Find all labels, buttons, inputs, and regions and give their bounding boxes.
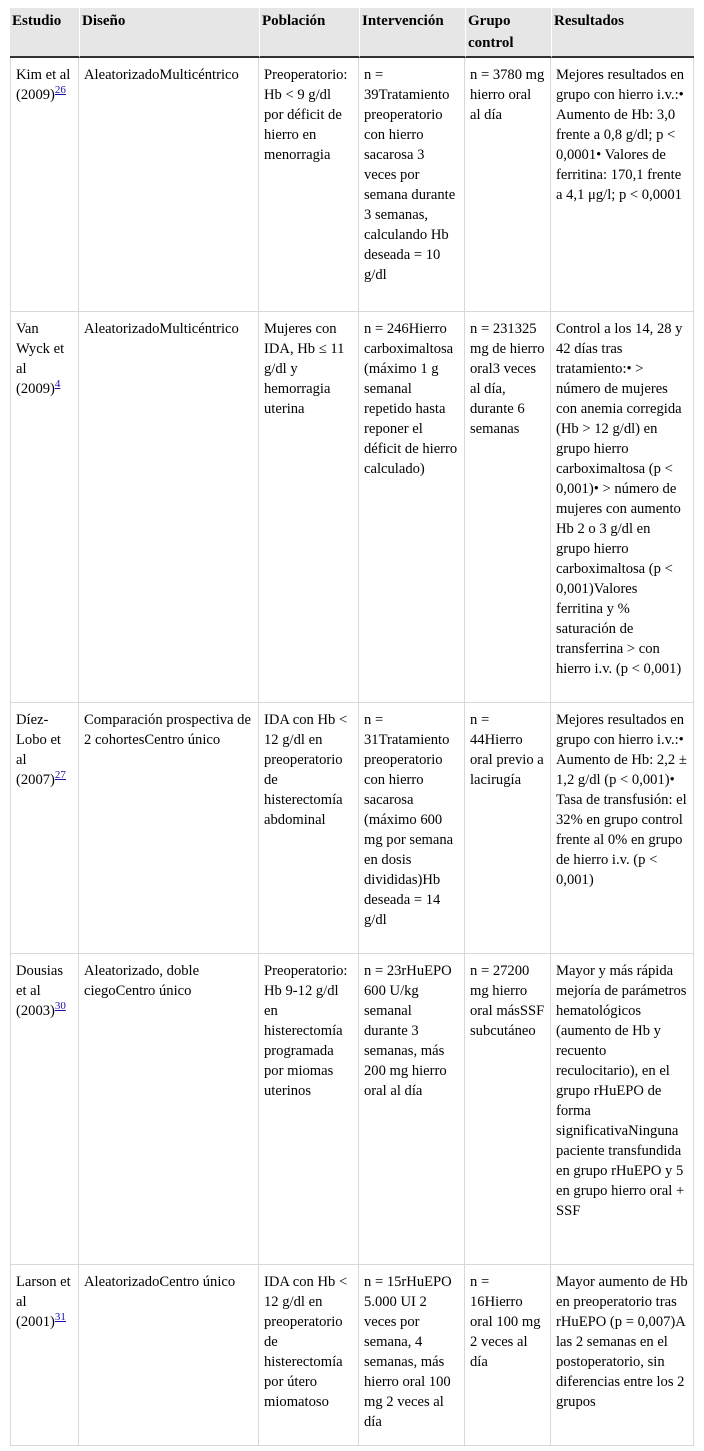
- study-name: Díez-Lobo et al (2007): [16, 712, 61, 788]
- header-resultados: Resultados: [551, 8, 694, 58]
- reference-link[interactable]: 26: [54, 84, 66, 97]
- control-cell: n = 16Hierro oral 100 mg 2 veces al día: [465, 1265, 551, 1446]
- design-cell: AleatorizadoMulticéntrico: [79, 312, 259, 703]
- study-cell: [10, 58, 79, 312]
- header-diseno: Diseño: [79, 8, 259, 58]
- reference-link[interactable]: 27: [54, 769, 66, 782]
- intervention-cell: n = 31Tratamiento preoperatorio con hierro sacarosa (máximo 600 mg por semana en dosis divididas)Hb deseada = 14 g/dl: [359, 703, 465, 954]
- intervention-cell: n = 15rHuEPO 5.000 UI 2 veces por semana, 4 semanas, más hierro oral 100 mg 2 veces al día: [359, 1265, 465, 1446]
- header-grupo-control: Grupo control: [465, 8, 551, 58]
- control-cell: n = 231325 mg de hierro oral3 veces al día, durante 6 semanas: [465, 312, 551, 703]
- header-estudio: Estudio: [10, 8, 79, 58]
- reference-link[interactable]: 30: [54, 1000, 66, 1013]
- population-cell: IDA con Hb < 12 g/dl en preoperatorio de histerectomía abdominal: [259, 703, 359, 954]
- table-row: [10, 1265, 694, 1446]
- population-cell: Preoperatorio: Hb 9-12 g/dl en histerectomía programada por miomas uterinos: [259, 954, 359, 1265]
- study-name: Dousias et al (2003): [16, 963, 64, 1019]
- intervention-cell: n = 23rHuEPO 600 U/kg semanal durante 3 semanas, más 200 mg hierro oral al día: [359, 954, 465, 1265]
- header-intervencion: Intervención: [359, 8, 465, 58]
- control-cell: n = 3780 mg hierro oral al día: [465, 58, 551, 312]
- design-cell: AleatorizadoCentro único: [79, 1265, 259, 1446]
- header-row: [10, 8, 694, 58]
- results-cell: Mayor y más rápida mejoría de parámetros hematológicos (aumento de Hb y recuento reculocitario), en el grupo rHuEPO de forma significativaNinguna paciente transfundida en grupo rHuEPO y 5 en grupo hierro oral + SSF: [551, 954, 694, 1265]
- design-cell: Aleatorizado, doble ciegoCentro único: [79, 954, 259, 1265]
- header-poblacion: Población: [259, 8, 359, 58]
- intervention-cell: n = 39Tratamiento preoperatorio con hierro sacarosa 3 veces por semana durante 3 semanas, calculando Hb deseada = 10 g/dl: [359, 58, 465, 312]
- results-cell: Mejores resultados en grupo con hierro i.v.:• Aumento de Hb: 2,2 ± 1,2 g/dl (p < 0,001)• Tasa de transfusión: el 32% en grupo control frente al 0% en grupo de hierro i.v. (p < 0,001): [551, 703, 694, 954]
- reference-link[interactable]: 31: [54, 1311, 66, 1324]
- population-cell: Preoperatorio: Hb < 9 g/dl por déficit de hierro en menorragia: [259, 58, 359, 312]
- table-row: [10, 703, 694, 954]
- population-cell: Mujeres con IDA, Hb ≤ 11 g/dl y hemorragia uterina: [259, 312, 359, 703]
- study-name: Kim et al (2009): [16, 67, 71, 103]
- results-cell: Mayor aumento de Hb en preoperatorio tras rHuEPO (p = 0,007)A las 2 semanas en el postoperatorio, sin diferencias entre los 2 grupos: [551, 1265, 694, 1446]
- control-cell: n = 44Hierro oral previo a lacirugía: [465, 703, 551, 954]
- reference-link[interactable]: 4: [54, 378, 61, 391]
- table-row: [10, 312, 694, 703]
- intervention-cell: n = 246Hierro carboximaltosa (máximo 1 g semanal repetido hasta reponer el déficit de hierro calculado): [359, 312, 465, 703]
- table-row: [10, 58, 694, 312]
- results-cell: Control a los 14, 28 y 42 días tras tratamiento:• > número de mujeres con anemia corregida (Hb > 12 g/dl) en grupo hierro carboximaltosa (p < 0,001)• > número de mujeres con aumento Hb 2 o 3 g/dl en grupo hierro carboximaltosa (p < 0,001)Valores ferritina y % saturación de transferrina > con hierro i.v. (p < 0,001): [551, 312, 694, 703]
- study-cell: [10, 954, 79, 1265]
- design-cell: AleatorizadoMulticéntrico: [79, 58, 259, 312]
- population-cell: IDA con Hb < 12 g/dl en preoperatorio de histerectomía por útero miomatoso: [259, 1265, 359, 1446]
- study-name: Van Wyck et al (2009): [16, 321, 65, 397]
- study-cell: [10, 703, 79, 954]
- results-cell: Mejores resultados en grupo con hierro i.v.:• Aumento de Hb: 3,0 frente a 0,8 g/dl; p < 0,0001• Valores de ferritina: 170,1 frente a 4,1 μg/l; p < 0,0001: [551, 58, 694, 312]
- design-cell: Comparación prospectiva de 2 cohortesCentro único: [79, 703, 259, 954]
- study-cell: [10, 1265, 79, 1446]
- studies-table: [10, 8, 694, 1446]
- study-name: Larson et al (2001): [16, 1274, 71, 1330]
- table-row: [10, 954, 694, 1265]
- control-cell: n = 27200 mg hierro oral másSSF subcutáneo: [465, 954, 551, 1265]
- study-cell: [10, 312, 79, 703]
